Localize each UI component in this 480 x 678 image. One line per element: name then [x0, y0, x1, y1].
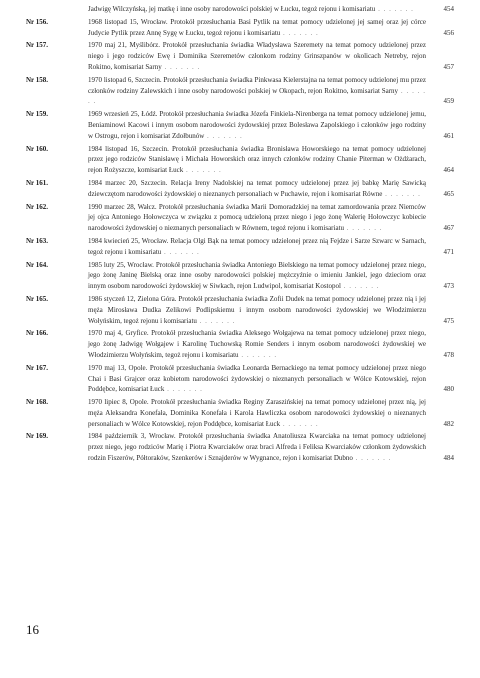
- entry-text-wrap: [88, 178, 426, 200]
- dot-leader: . . . . . . .: [340, 282, 380, 291]
- entry-text: 1984 kwiecień 25, Wrocław. Relacja Olgi Bąk na temat pomocy udzielonej przez nią Fejdze i Sarze Szwarc w Sarnach, tegoż rejonu i komisariatu: [88, 236, 426, 256]
- entry-page-ref: 467: [443, 224, 454, 233]
- dot-leader: . . . . . . .: [196, 316, 236, 325]
- entry-number: Nr 164.: [26, 260, 49, 269]
- entry-number: Nr 163.: [26, 236, 49, 245]
- dot-leader: . . . . . . .: [164, 385, 203, 394]
- table-of-contents: [26, 4, 454, 466]
- toc-entry: [26, 144, 454, 176]
- entry-number: Nr 161.: [26, 178, 49, 187]
- entry-text-wrap: [88, 236, 426, 258]
- entry-page-ref: 465: [443, 189, 454, 198]
- entry-text-wrap: [88, 328, 426, 360]
- entry-text: 1986 styczeń 12, Zielona Góra. Protokół przesłuchania świadka Zofii Dudek na temat pomocy udzielonej przez nią i jej męża Mirosława Dudka Zelikowi Podlipskiemu i innym osobom narodowości żydowskiej we Włodzimierzu Wołyńskim, tegoż rejonu i komisariatu: [88, 294, 426, 325]
- toc-entry: [26, 294, 454, 326]
- entry-text: 1970 lipiec 8, Opole. Protokół przesłuchania świadka Reginy Zaraszińskiej na temat pomocy udzielonej przez nią, jej męża Aleksandra Konefała, Dominika Konefała i Karola Hawliczka osobom narodowości żydowskiej o nieznanych personaliach w Wólce Kotowskiej, rejon Poddębce, komisariat Łuck: [88, 398, 426, 428]
- entry-text: 1984 marzec 20, Szczecin. Relacja Ireny Nadolskiej na temat pomocy udzielonej przez jej babkę Marię Sawicką dziewczętom narodowości żydowskiej o nieznanych personaliach w Puchawie, rejon i komisariat Równe: [88, 178, 426, 198]
- entry-text: 1970 maj 21, Myślibórz. Protokół przesłuchania świadka Władysława Szeremety na temat pomocy udzielonej przez niego i jego rodziców Ewę i Dominika Szeremetów członkom rodziny Grinszpanów w okolicach Netreby, rejon Rokitno, komisariat Sarny: [88, 41, 426, 71]
- entry-text-wrap: [88, 294, 426, 326]
- toc-entry: [26, 109, 454, 141]
- page-number: 16: [26, 622, 39, 637]
- dot-leader: . . . . . . .: [352, 454, 392, 463]
- entry-page-ref: 464: [443, 166, 454, 175]
- toc-entry: [26, 202, 454, 234]
- entry-number: Nr 160.: [26, 144, 49, 153]
- dot-leader: . . . . . . .: [161, 247, 200, 256]
- toc-entry: [26, 328, 454, 360]
- entry-text-wrap: [88, 260, 426, 292]
- entry-text-wrap: [88, 17, 426, 39]
- entry-text: 1968 listopad 15, Wrocław. Protokół przesłuchania Basi Pytlik na temat pomocy udzielonej jej samej oraz jej córce Judycie Pytlik przez Annę Sygę w Łucku, tegoż rejonu i komisariatu: [88, 17, 426, 37]
- entry-number: Nr 158.: [26, 75, 49, 84]
- entry-text: 1970 maj 4, Gryfice. Protokół przesłuchania świadka Aleksego Wołgajewa na temat pomocy udzielonej przez niego, jego żonę Jadwigę Wołgajew i Karolinę Tuchowską Romie Senders i innym osobom narodowości żydowskiej we Włodzimierzu Wołyńskim, tegoż rejonu i komisariatu: [88, 329, 426, 359]
- entry-text-wrap: [88, 397, 426, 429]
- entry-number: Nr 156.: [26, 17, 49, 26]
- toc-entry: [26, 363, 454, 395]
- entry-page-ref: 456: [443, 28, 454, 37]
- dot-leader: . . . . . . .: [382, 189, 421, 198]
- entry-text-wrap: [88, 75, 426, 107]
- toc-entry: [26, 17, 454, 39]
- dot-leader: . . . . . . .: [344, 224, 383, 233]
- entry-page-ref: 457: [443, 62, 454, 71]
- entry-text-wrap: [88, 144, 426, 176]
- entry-text: 1970 maj 13, Opole. Protokół przesłuchania świadka Leonarda Bernackiego na temat pomocy udzielonej przez niego Chai i Basi Grajcer oraz kobietom narodowości żydowskiej o nieznanych personaliach w Wólce Kotowskiej, rejon Poddębce, komisariat Łuck: [88, 363, 426, 394]
- toc-entry: [26, 4, 454, 15]
- toc-entry: [26, 75, 454, 107]
- entry-text-wrap: [88, 40, 426, 72]
- toc-entry: [26, 431, 454, 463]
- entry-page-ref: 473: [443, 282, 454, 291]
- toc-entry: [26, 397, 454, 429]
- entry-page-ref: 484: [443, 454, 454, 463]
- entry-number: Nr 169.: [26, 432, 49, 441]
- entry-text: 1970 listopad 6, Szczecin. Protokół przesłuchania świadka Pinkwasa Kielerstajna na temat pomocy udzielonej mu przez członków rodziny Zalewskich i inne osoby narodowości polskiej w Okopach, rejon Rokitno, komisariat Sarny: [88, 75, 426, 95]
- entry-text: Jadwigę Wilczyńską, jej matkę i inne osoby narodowości polskiej w Łucku, tegoż rejonu i komisariatu: [88, 5, 376, 13]
- entry-text-wrap: [88, 4, 426, 15]
- dot-leader: . . . . . . .: [161, 62, 201, 71]
- entry-number: Nr 166.: [26, 329, 49, 338]
- dot-leader: . . . . . . .: [204, 131, 243, 140]
- dot-leader: . . . . . . .: [280, 419, 319, 428]
- entry-page-ref: 478: [443, 350, 454, 359]
- entry-number: Nr 162.: [26, 202, 49, 211]
- entry-text: 1984 październik 3, Wrocław. Protokół przesłuchania świadka Anatoliusza Kwarciaka na temat pomocy udzielonej przez niego, jego rodziców Marię i Piotra Kwarciaków oraz braci Alfreda i Feliksa Kwarciaków członkom żydowskich rodzin Fiszerów, Półtoraków, Szenkerów i Sznajderów w Wygnance, rejon i komisariat Dubno: [88, 432, 426, 463]
- entry-page-ref: 461: [443, 131, 454, 140]
- dot-leader: . . . . . . .: [88, 86, 427, 106]
- entry-text-wrap: [88, 202, 426, 234]
- dot-leader: . . . . . . .: [280, 28, 319, 37]
- entry-text: 1969 wrzesień 25, Łódź. Protokół przesłuchania świadka Józefa Finkiela-Nirenberga na temat pomocy udzielonej jemu, Beniaminowi Kacowi i innym osobom narodowości żydowskiej przez Bolesława Zapolskiego i członków jego rodziny w Ostrogu, rejon i komisariat Zdołbunów: [88, 110, 426, 140]
- entry-text: 1985 luty 25, Wrocław. Protokół przesłuchania świadka Antoniego Bielskiego na temat pomocy udzielonej przez niego, jego żonę Janinę Bielską oraz inne osoby narodowości polskiej mężczyźnie o imieniu Jankiel, jego dzieciom oraz innym osobom narodowości żydowskiej w Siwkach, rejon Ludwipol, komisariat Kostopol: [88, 260, 426, 291]
- toc-entry: [26, 260, 454, 292]
- entry-page-ref: 480: [443, 385, 454, 394]
- entry-text: 1990 marzec 28, Wałcz. Protokół przesłuchania świadka Marii Domoradzkiej na temat zamordowania przez Niemców jej ojca Antoniego Hołowczyca w związku z pomocą udzieloną przez niego i jego żonę Walerię Hołowczyc kobiecie narodowości żydowskiej o nieznanych personaliach w Równem, tegoż rejonu i komisariatu: [88, 202, 426, 233]
- entry-text-wrap: [88, 431, 426, 463]
- entry-number: Nr 168.: [26, 398, 49, 407]
- entry-number: Nr 157.: [26, 41, 49, 50]
- entry-text: 1984 listopad 16, Szczecin. Protokół przesłuchania świadka Bronisława Howorskiego na temat pomocy udzielonej przez jego rodziców Stanisławę i Michała Howorskich oraz innych członków rodziny Chanie Piterman w Ożdżarach, rejon Rożyszcze, komisariat Łuck: [88, 144, 426, 175]
- toc-entry: [26, 178, 454, 200]
- entry-text-wrap: [88, 109, 426, 141]
- toc-entry: [26, 40, 454, 72]
- entry-number: Nr 167.: [26, 363, 49, 372]
- entry-number: Nr 159.: [26, 110, 49, 119]
- entry-page-ref: 471: [443, 247, 454, 256]
- entry-page-ref: 475: [443, 316, 454, 325]
- dot-leader: . . . . . . .: [375, 5, 414, 13]
- entry-page-ref: 459: [443, 97, 454, 106]
- entry-page-ref: 454: [443, 5, 454, 13]
- entry-number: Nr 165.: [26, 294, 49, 303]
- dot-leader: . . . . . . .: [183, 166, 222, 175]
- entry-text-wrap: [88, 363, 426, 395]
- entry-page-ref: 482: [443, 419, 454, 428]
- toc-entry: [26, 236, 454, 258]
- dot-leader: . . . . . . .: [238, 350, 278, 359]
